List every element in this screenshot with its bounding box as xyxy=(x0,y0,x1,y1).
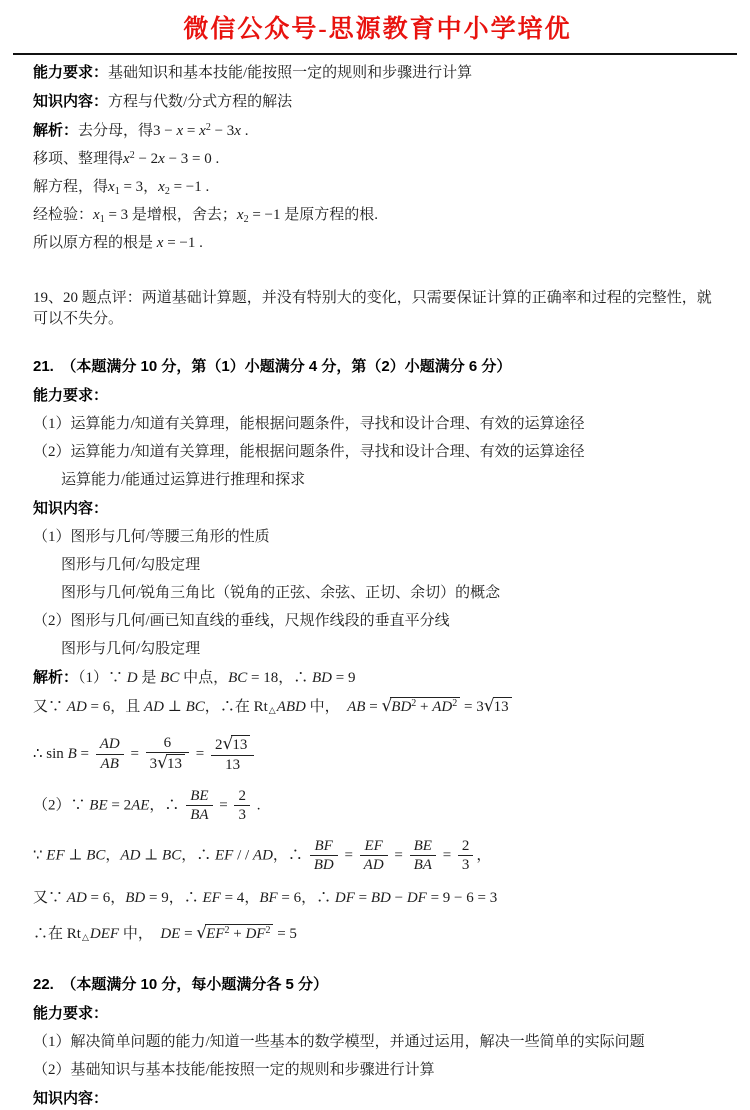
text: ， xyxy=(110,889,126,906)
math: = xyxy=(180,925,197,942)
math-var: BA xyxy=(413,857,432,874)
math: ∴ sin xyxy=(33,745,68,762)
text: 图形与几何/锐角三角比（锐角的正弦、余弦、正切、余切）的概念 xyxy=(61,584,501,601)
q22-ability-2 xyxy=(33,1060,722,1081)
math-var: AD xyxy=(363,857,384,874)
math: − 2 xyxy=(134,150,159,167)
q21-ability-1 xyxy=(33,414,722,435)
superscript: 2 xyxy=(452,697,458,709)
math: ∵ xyxy=(48,889,67,906)
radicand xyxy=(493,697,512,717)
math: = 2 xyxy=(107,797,132,814)
label-bold: 知识内容： xyxy=(33,92,109,110)
math-var: BD xyxy=(391,698,412,715)
math-var: x xyxy=(236,206,244,223)
q21-jiexi-line2 xyxy=(33,696,722,721)
triangle-icon: △ xyxy=(81,931,89,942)
math: = 9 xyxy=(332,669,356,686)
math-var: DF xyxy=(334,889,355,906)
text: ， xyxy=(143,178,159,195)
fraction-denominator xyxy=(96,755,124,773)
text: 在 xyxy=(48,925,67,942)
math-var: AD xyxy=(252,847,273,864)
math-sqrt xyxy=(196,923,273,945)
math: 3 xyxy=(149,756,158,772)
math: Rt xyxy=(66,925,81,942)
math-var: AD xyxy=(432,698,453,715)
q21-jiexi-line6 xyxy=(33,888,722,909)
text: 19、20 题点评：两道基础计算题，并没有特别大的变化，只需要保证计算的正确率和过程的完整性，就可以不失分。 xyxy=(33,289,712,327)
text: 基础知识和基本技能/能按照一定的规则和步骤进行计算 xyxy=(108,64,473,81)
text: ， xyxy=(149,797,165,814)
subscript: 2 xyxy=(243,213,249,225)
fraction-denominator xyxy=(146,753,189,774)
subscript: 1 xyxy=(99,213,105,225)
math: = 9 xyxy=(145,889,169,906)
text: （1）解决简单问题的能力/知道一些基本的数学模型，并通过运用，解决一些简单的实际问题 xyxy=(33,1033,645,1050)
math-fraction xyxy=(146,735,189,774)
q21-knowledge-2b xyxy=(33,639,722,660)
math-var: BD xyxy=(370,889,391,906)
math-sqrt xyxy=(484,696,512,718)
math: = −1 . xyxy=(169,178,210,195)
math-var: DE xyxy=(160,925,181,942)
math: = xyxy=(183,122,200,139)
text: 解方程，得 xyxy=(33,178,109,195)
text: ， xyxy=(301,889,317,906)
math-var: BC xyxy=(160,669,180,686)
fraction-denominator xyxy=(234,806,250,824)
q21-knowledge-1a xyxy=(33,527,722,548)
text: （2）图形与几何/画已知直线的垂线，尺规作线段的垂直平分线 xyxy=(33,612,450,629)
fraction-numerator xyxy=(211,735,254,757)
label-bold: 解析： xyxy=(33,668,79,686)
radicand xyxy=(231,735,250,755)
math: ∴ xyxy=(196,847,215,864)
math: Rt xyxy=(253,698,268,715)
math-var: B xyxy=(67,745,77,762)
radical-icon: √ xyxy=(157,753,169,773)
q21-jiexi-line1 xyxy=(33,667,722,689)
math: 13 xyxy=(167,756,183,772)
q21-jiexi-line3 xyxy=(33,735,722,774)
math: = xyxy=(390,847,407,864)
text: 方程与代数/分式方程的解法 xyxy=(108,93,293,110)
text: 图形与几何/勾股定理 xyxy=(61,640,201,657)
q21-jiexi-line5 xyxy=(33,838,722,874)
math: 2 xyxy=(461,837,470,854)
math: ∴ xyxy=(219,698,235,715)
math: = xyxy=(126,745,143,762)
math: + xyxy=(229,925,246,942)
math-fraction xyxy=(234,788,250,824)
math: ⊥ xyxy=(140,847,163,864)
q21-jiexi-line7 xyxy=(33,923,722,948)
radical-icon: √ xyxy=(196,922,208,943)
q22-knowledge-label xyxy=(33,1088,722,1110)
jiexi-q20-step2 xyxy=(33,149,722,170)
math-var: x xyxy=(123,150,130,167)
math: = 3 xyxy=(460,698,484,715)
math-var: BD xyxy=(313,857,334,874)
math-var: AD xyxy=(66,889,87,906)
math-var: D xyxy=(126,669,138,686)
superscript: 2 xyxy=(205,121,211,133)
fraction-denominator xyxy=(360,856,388,874)
math: = 6 xyxy=(86,698,111,715)
math-var: AD xyxy=(99,736,120,753)
page-title: 微信公众号-思源教育中小学培优 xyxy=(183,16,572,43)
fraction-numerator xyxy=(96,736,124,755)
math-var: AD xyxy=(66,698,87,715)
math: ⊥ xyxy=(64,847,87,864)
math: = 3 xyxy=(104,206,132,223)
text: （1）运算能力/知道有关算理，能根据问题条件，寻找和设计合理、有效的运算途径 xyxy=(33,415,585,432)
label-bold: 能力要求： xyxy=(33,63,109,81)
math: = xyxy=(76,745,93,762)
math-fraction xyxy=(360,838,388,874)
superscript: 2 xyxy=(129,149,135,161)
text: ，且 xyxy=(110,698,145,715)
text: ， xyxy=(476,847,492,864)
q22-ability-label xyxy=(33,1003,722,1025)
math-var: BA xyxy=(190,807,209,824)
math: ⊥ xyxy=(164,698,186,715)
math-var: BC xyxy=(228,669,248,686)
fraction-numerator xyxy=(360,838,388,857)
math: = xyxy=(438,847,455,864)
math: = 6 xyxy=(277,889,302,906)
radicand xyxy=(390,697,460,717)
math: 13 xyxy=(232,736,248,753)
math: 3 − xyxy=(153,122,177,139)
label-bold: 知识内容： xyxy=(33,1089,109,1107)
q22-ability-1 xyxy=(33,1032,722,1053)
text: 是 xyxy=(137,669,161,686)
text: ， xyxy=(204,698,220,715)
q21-knowledge-1b xyxy=(33,555,722,576)
math: + xyxy=(416,698,433,715)
text: 在 xyxy=(234,698,254,715)
math: = xyxy=(192,745,208,762)
q22-heading xyxy=(33,974,722,996)
math-var: AB xyxy=(347,698,366,715)
math-var: BD xyxy=(125,889,146,906)
math-var: x xyxy=(93,206,100,223)
math: 3 xyxy=(238,807,246,824)
math-var: x xyxy=(199,122,206,139)
math: ∵ xyxy=(33,847,47,864)
subscript: 2 xyxy=(164,185,170,197)
text: 去分母，得 xyxy=(78,122,154,139)
superscript: 2 xyxy=(265,924,271,936)
math-var: DEF xyxy=(89,925,120,942)
knowledge-q20 xyxy=(33,91,722,113)
fraction-numerator xyxy=(458,838,474,857)
math: = xyxy=(340,847,357,864)
text: （2）基础知识与基本技能/能按照一定的规则和步骤进行计算 xyxy=(33,1061,435,1078)
math-fraction xyxy=(211,735,254,774)
math: 13 xyxy=(493,698,509,715)
math: 2 xyxy=(238,787,246,804)
q21-knowledge-1c xyxy=(33,583,722,604)
fraction-denominator xyxy=(310,856,338,874)
math-var: BD xyxy=(312,669,333,686)
radicand xyxy=(166,754,185,774)
math: / / xyxy=(233,847,253,864)
fraction-numerator xyxy=(410,838,436,857)
math: ∴ xyxy=(164,797,184,814)
math: = xyxy=(354,889,371,906)
fraction-denominator xyxy=(211,756,254,774)
math: = xyxy=(365,698,382,715)
math-var: EF xyxy=(206,925,225,942)
math-fraction xyxy=(96,736,124,772)
math-var: EF xyxy=(214,847,234,864)
label-bold: 解析： xyxy=(33,121,79,139)
text: （1）图形与几何/等腰三角形的性质 xyxy=(33,528,270,545)
math-var: BC xyxy=(185,698,205,715)
math-var: x xyxy=(234,122,241,139)
q21-knowledge-label xyxy=(33,498,722,520)
text: 中， xyxy=(305,698,348,715)
math: 6 xyxy=(163,734,172,751)
math-fraction xyxy=(458,838,474,874)
math: ∴ xyxy=(293,669,313,686)
fraction-denominator xyxy=(186,806,212,824)
subscript: 1 xyxy=(114,185,120,197)
text: ， xyxy=(272,847,288,864)
math: = 6 xyxy=(86,889,111,906)
math: ∵ xyxy=(48,698,67,715)
text: 又 xyxy=(33,889,49,906)
math: 13 xyxy=(225,757,241,774)
text: （2）运算能力/知道有关算理，能根据问题条件，寻找和设计合理、有效的运算途径 xyxy=(33,443,585,460)
math: ∴ xyxy=(183,889,203,906)
math: = 5 xyxy=(273,925,297,942)
jiexi-q20-step1 xyxy=(33,120,722,142)
math: = −1 xyxy=(248,206,285,223)
jiexi-q20-check xyxy=(33,205,722,226)
text: ， xyxy=(244,889,260,906)
text: 是增根，舍去； xyxy=(131,206,237,223)
superscript: 2 xyxy=(411,697,417,709)
math: 3 xyxy=(461,857,470,874)
math: ∵ xyxy=(70,797,90,814)
math: ∴ xyxy=(33,925,49,942)
math: = 3 xyxy=(119,178,144,195)
math: − xyxy=(390,889,407,906)
jiexi-q20-conclusion xyxy=(33,233,722,254)
math: ∵ xyxy=(108,669,127,686)
math-var: ABD xyxy=(276,698,306,715)
text: （1） xyxy=(78,669,109,686)
q21-jiexi-line4 xyxy=(33,788,722,824)
triangle-icon: △ xyxy=(268,704,276,715)
jiexi-q20-step3 xyxy=(33,177,722,198)
math: . xyxy=(240,122,249,139)
math: = 18 xyxy=(247,669,279,686)
math-var: AD xyxy=(120,847,141,864)
fraction-numerator xyxy=(186,788,212,807)
radical-icon: √ xyxy=(483,695,495,716)
radical-icon: √ xyxy=(222,733,234,754)
math-fraction xyxy=(410,838,436,874)
fraction-numerator xyxy=(146,735,189,754)
math-var: BF xyxy=(259,889,278,906)
math-var: AB xyxy=(100,755,119,772)
math-var: x xyxy=(176,122,184,139)
radicand xyxy=(205,924,273,944)
math-var: AD xyxy=(144,698,165,715)
math-var: x xyxy=(158,150,165,167)
math: = 9 − 6 = 3 xyxy=(426,889,498,906)
text: 经检验： xyxy=(33,206,94,223)
q21-knowledge-2a xyxy=(33,611,722,632)
math-var: x xyxy=(108,178,115,195)
text: （2） xyxy=(33,797,71,814)
label-bold: 知识内容： xyxy=(33,499,109,517)
fraction-numerator xyxy=(234,788,250,807)
math-var: x xyxy=(156,234,164,251)
label-bold: 能力要求： xyxy=(33,1004,109,1022)
text: 图形与几何/勾股定理 xyxy=(61,556,201,573)
text: 运算能力/能通过运算进行推理和探求 xyxy=(61,471,306,488)
divider xyxy=(13,53,737,55)
math-fraction xyxy=(186,788,212,824)
text: 中点， xyxy=(179,669,229,686)
q21-ability-label xyxy=(33,385,722,407)
math: = xyxy=(215,797,232,814)
math-sqrt xyxy=(381,696,460,718)
math-var: BE xyxy=(190,787,209,804)
math: = 4 xyxy=(220,889,245,906)
ability-req-q20 xyxy=(33,62,722,84)
math-var: EF xyxy=(202,889,221,906)
q21-ability-2b xyxy=(33,470,722,491)
fraction-denominator xyxy=(458,856,474,874)
comment-19-20 xyxy=(33,288,722,330)
label-bold: 能力要求： xyxy=(33,386,109,404)
math-fraction xyxy=(310,838,338,874)
math: − 3 = 0 . xyxy=(164,150,220,167)
text: ， xyxy=(181,847,197,864)
text: 所以原方程的根是 xyxy=(33,234,157,251)
math: − 3 xyxy=(210,122,235,139)
text: 中， xyxy=(119,925,161,942)
math-sqrt xyxy=(222,735,250,755)
q21-heading xyxy=(33,356,722,378)
text: 移项、整理得 xyxy=(33,150,124,167)
math-var: x xyxy=(158,178,165,195)
math-sqrt xyxy=(157,754,185,774)
document-body xyxy=(33,62,722,1110)
label-bold: 22. （本题满分 10 分，每小题满分各 5 分） xyxy=(33,975,329,993)
math-var: EF xyxy=(364,837,383,854)
math-var: BC xyxy=(162,847,182,864)
math-var: BE xyxy=(413,837,432,854)
math-var: BE xyxy=(89,797,108,814)
fraction-denominator xyxy=(410,856,436,874)
math: 2 xyxy=(214,736,223,753)
text: ， xyxy=(168,889,184,906)
text: 是原方程的根. xyxy=(284,206,379,223)
q21-ability-2 xyxy=(33,442,722,463)
radical-icon: √ xyxy=(381,695,393,716)
label-bold: 21. （本题满分 10 分，第（1）小题满分 4 分，第（2）小题满分 6 分） xyxy=(33,357,512,375)
superscript: 2 xyxy=(224,924,230,936)
math: ∴ xyxy=(316,889,335,906)
math-var: BC xyxy=(86,847,106,864)
fraction-numerator xyxy=(310,838,338,857)
math-var: BF xyxy=(314,837,333,854)
math: ∴ xyxy=(287,847,307,864)
math: = −1 . xyxy=(163,234,203,251)
math-var: AE xyxy=(131,797,150,814)
math: . xyxy=(252,797,261,814)
text: ， xyxy=(105,847,121,864)
math-var: EF xyxy=(46,847,65,864)
text: ， xyxy=(278,669,294,686)
text: 又 xyxy=(33,698,49,715)
math-var: DF xyxy=(245,925,266,942)
math-var: DF xyxy=(406,889,427,906)
